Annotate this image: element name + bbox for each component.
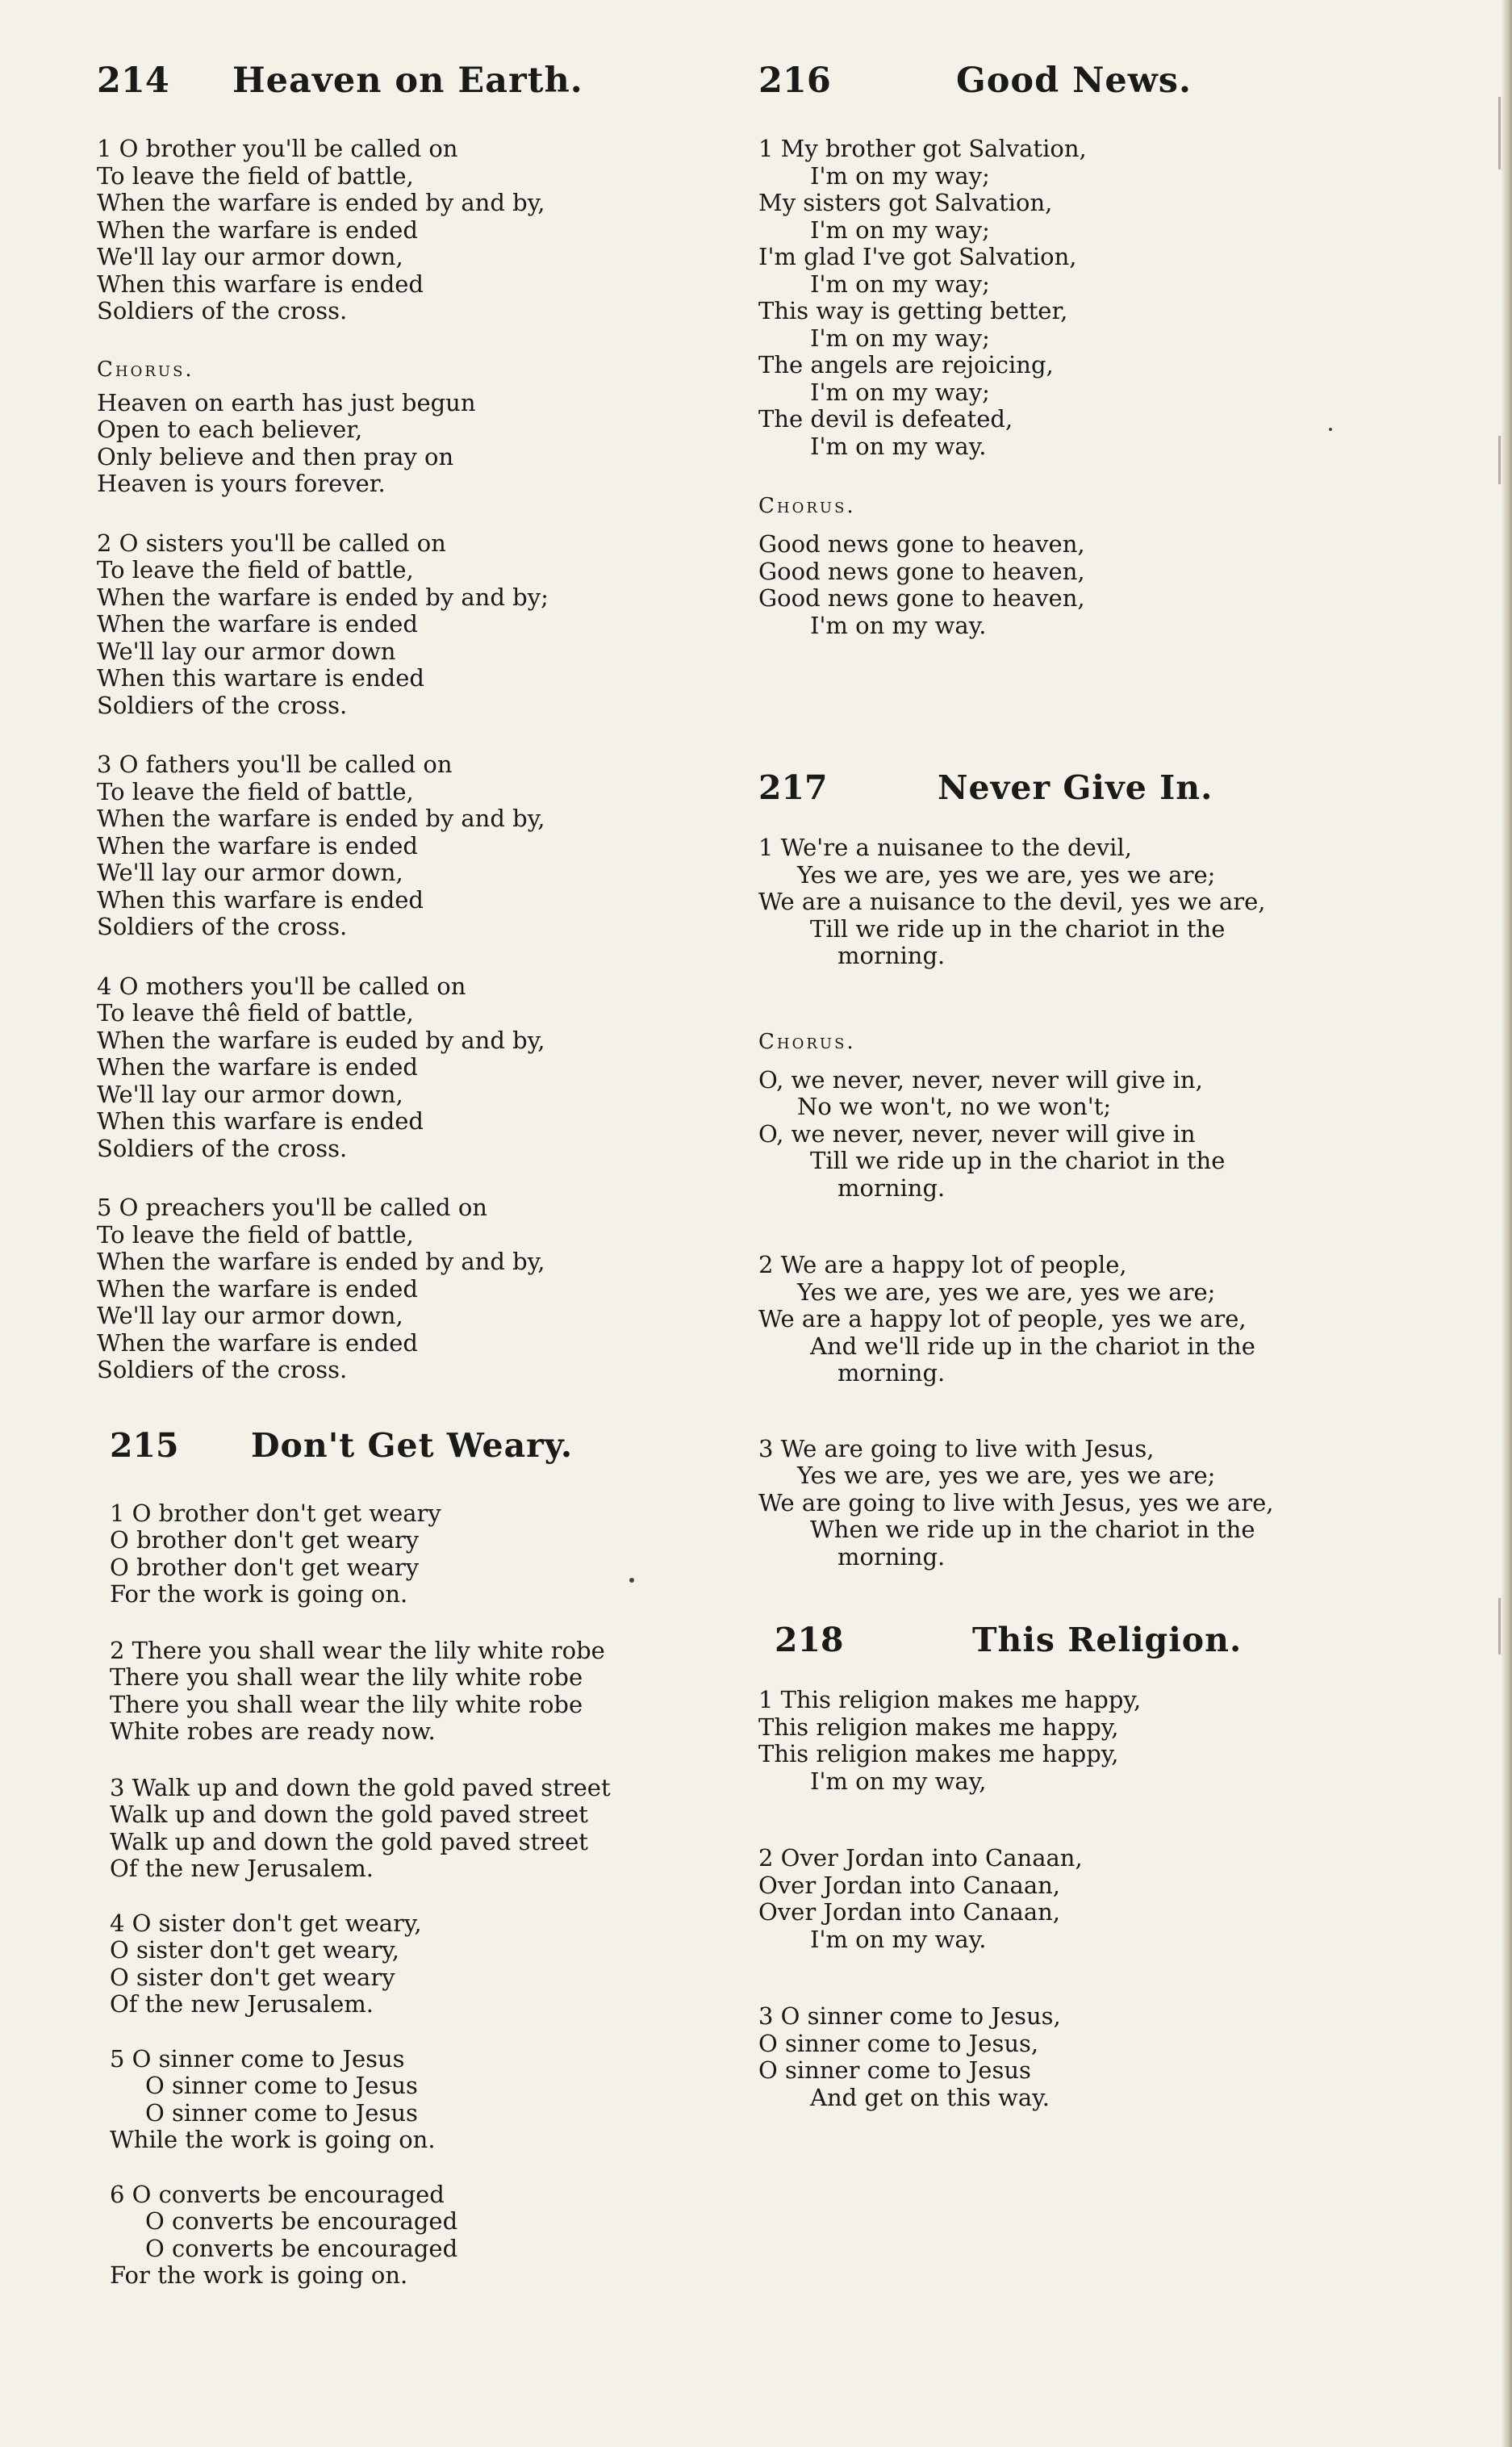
hymn-217-verse-1 [758,834,1460,970]
verse-line: When the warfare is ended [97,1274,418,1303]
hymn-title: Heaven on Earth. [232,61,583,101]
verse-line: White robes are ready now. [110,1717,436,1745]
verse-line: 3 O fathers you'll be called on [97,751,453,778]
verse-line: morning. [837,1359,946,1387]
hymn-title: Good News. [956,61,1192,101]
verse-line: To leave the field of battle, [97,161,414,190]
verse-line: We'll lay our armor down [97,637,396,665]
chorus-line: Good news gone to heaven, [758,557,1085,585]
chorus-line: O, we never, never, never will give in [758,1119,1196,1148]
verse-line: O sister don't get weary, [110,1936,399,1964]
verse-line: The angels are rejoicing, [758,351,1054,379]
chorus-line: Good news gone to heaven, [758,584,1085,612]
verse-line: The devil is defeated, [758,405,1013,433]
verse-line: When the warfare is ended by and by; [97,583,549,611]
hymn-218-verse-1 [758,1687,1460,1795]
verse-line: 4 O mothers you'll be called on [97,972,466,1000]
hymn-216-header [758,56,1460,105]
hymn-214-verse-1 [97,136,758,325]
verse-line: There you shall wear the lily white robe [110,1690,583,1718]
verse-line: 2 We are a happy lot of people, [758,1251,1127,1278]
chorus-label: Chorus. [97,357,194,382]
verse-line: O sinner come to Jesus, [758,2029,1039,2057]
verse-line: When the warfare is ended by and by, [97,1248,545,1275]
hymn-217-chorus [758,1067,1460,1203]
verse-line: I'm on my way; [810,161,990,190]
verse-line: 2 O sisters you'll be called on [97,529,446,557]
verse-line: Yes we are, yes we are, yes we are; [797,1278,1216,1306]
verse-line: Soldiers of the cross. [97,691,348,719]
verse-line: I'm on my way; [810,324,990,352]
hymn-214-verse-4 [97,973,758,1163]
hymn-218-verse-3 [758,2003,1460,2111]
verse-line: O sinner come to Jesus [758,2056,1031,2084]
verse-line: Walk up and down the gold paved street [110,1801,588,1828]
verse-line: I'm on my way; [810,378,990,406]
hymn-218-verse-2 [758,1845,1460,1953]
page-edge-mark [1498,1598,1501,1654]
verse-line: morning. [837,1542,946,1571]
hymn-214-verse-5 [97,1194,758,1384]
verse-line: When this wartare is ended [97,664,424,692]
verse-line: When the warfare is ended [97,1328,418,1357]
hymn-title: Never Give In. [938,768,1213,807]
verse-line: We'll lay our armor down, [97,1080,403,1108]
verse-line: Soldiers of the cross. [97,913,348,940]
chorus-line: O, we never, never, never will give in, [758,1065,1203,1094]
verse-line: We are a nuisance to the devil, yes we are, [758,888,1266,915]
page-edge-mark [1498,436,1501,484]
verse-line: I'm on my way; [810,270,990,298]
chorus-line: Only believe and then pray on [97,442,454,471]
hymn-215-verse-1 [97,1500,758,1608]
hymn-214-header [97,56,758,105]
verse-line: 3 O sinner come to Jesus, [758,2002,1061,2030]
verse-line: O sister don't get weary [110,1963,395,1991]
chorus-line: Open to each believer, [97,416,363,443]
verse-line: And get on this way. [810,2083,1050,2111]
verse-line: When the warfare is ended by and by, [97,189,545,216]
hymn-number: 215 [110,1425,179,1465]
verse-line: I'm on my way; [810,215,990,244]
print-speck [1329,428,1332,431]
verse-line: I'm glad I've got Salvation, [758,243,1077,270]
hymn-215-verse-6 [97,2181,758,2290]
hymn-number: 217 [758,768,828,807]
verse-line: This religion makes me happy, [758,1713,1119,1741]
hymn-215-verse-5 [97,2046,758,2154]
verse-line: We'll lay our armor down, [97,243,403,270]
print-speck [629,1578,634,1583]
verse-line: O converts be encouraged [145,2207,458,2235]
verse-line: While the work is going on. [110,2126,436,2153]
verse-line: We'll lay our armor down, [97,859,403,886]
verse-line: Soldiers of the cross. [97,1134,348,1162]
verse-line: To leave the field of battle, [97,1220,414,1249]
verse-line: Soldiers of the cross. [97,297,348,324]
verse-line: This religion makes me happy, [758,1740,1119,1767]
verse-line: 5 O sinner come to Jesus [110,2044,405,2073]
verse-line: When this warfare is ended [97,1107,424,1135]
verse-line: O brother don't get weary [110,1526,420,1554]
verse-line: 5 O preachers you'll be called on [97,1194,487,1221]
hymn-215-verse-3 [97,1775,758,1883]
verse-line: Soldiers of the cross. [97,1356,348,1383]
verse-line: This way is getting better, [758,297,1068,324]
verse-line: To leave the field of battle, [97,556,414,584]
chorus-label: Chorus. [758,494,856,518]
hymn-214-verse-2 [97,530,758,720]
verse-line: To leave the field of battle, [97,777,414,805]
verse-line: For the work is going on. [110,2261,408,2289]
verse-line: 4 O sister don't get weary, [110,1909,422,1937]
verse-line: When the warfare is euded by and by, [97,1026,545,1054]
verse-line: We'll lay our armor down, [97,1302,403,1329]
verse-line: 3 We are going to live with Jesus, [758,1434,1155,1462]
hymn-215-verse-2 [97,1638,758,1746]
verse-line: Of the new Jerusalem. [110,1855,374,1882]
chorus-line: Good news gone to heaven, [758,530,1085,558]
hymn-number: 214 [97,61,169,101]
verse-line: 6 O converts be encouraged [110,2180,445,2208]
verse-line: When the warfare is ended by and by, [97,805,545,832]
verse-line: I'm on my way, [810,1767,987,1795]
verse-line: Yes we are, yes we are, yes we are; [797,860,1216,889]
hymn-218-header [758,1616,1460,1664]
verse-line: 2 Over Jordan into Canaan, [758,1844,1083,1872]
verse-line: O brother don't get weary [110,1553,420,1581]
hymn-title: Don't Get Weary. [251,1425,574,1465]
verse-line: When this warfare is ended [97,270,424,298]
hymn-number: 218 [775,1621,844,1659]
left-column [97,56,758,2290]
chorus-line: No we won't, no we won't; [797,1093,1112,1120]
chorus-line: Heaven is yours forever. [97,470,386,497]
verse-line: For the work is going on. [110,1580,408,1608]
verse-line: And we'll ride up in the chariot in the [810,1332,1255,1360]
verse-line: We are a happy lot of people, yes we are, [758,1305,1247,1332]
verse-line: To leave thê field of battle, [97,999,414,1027]
page-edge [1501,0,1512,2447]
hymn-216-verse-1 [758,136,1460,460]
verse-line: 1 We're a nuisanee to the devil, [758,834,1132,861]
verse-line: We are going to live with Jesus, yes we are, [758,1488,1274,1516]
verse-line: I'm on my way. [810,1925,987,1953]
hymn-217-verse-3 [758,1436,1460,1571]
verse-line: 3 Walk up and down the gold paved street [110,1773,611,1801]
right-column [758,56,1460,2111]
verse-line: Over Jordan into Canaan, [758,1898,1061,1926]
verse-line: Walk up and down the gold paved street [110,1827,588,1855]
page-edge-mark [1498,97,1501,169]
chorus-line: Heaven on earth has just begun [97,388,476,416]
verse-line: When the warfare is ended [97,831,418,860]
verse-line: 1 This religion makes me happy, [758,1686,1142,1713]
verse-line: O sinner come to Jesus [145,2098,418,2127]
hymn-217-verse-2 [758,1252,1460,1387]
verse-line: There you shall wear the lily white robe [110,1663,583,1691]
verse-line: O converts be encouraged [145,2234,458,2262]
verse-line: morning. [837,942,946,969]
verse-line: 2 There you shall wear the lily white robe [110,1636,605,1664]
chorus-label: Chorus. [758,1029,856,1054]
verse-line: When the warfare is ended [97,610,418,638]
hymn-215-verse-4 [97,1910,758,2018]
chorus-line: I'm on my way. [810,611,987,639]
verse-line: 1 O brother don't get weary [110,1499,441,1527]
verse-line: Of the new Jerusalem. [110,1990,374,2018]
verse-line: When this warfare is ended [97,885,424,914]
verse-line: I'm on my way. [810,432,987,460]
verse-line: Yes we are, yes we are, yes we are; [797,1462,1216,1489]
verse-line: When the warfare is ended [97,215,418,244]
hymn-number: 216 [758,61,831,101]
verse-line: O sinner come to Jesus [145,2072,418,2099]
chorus-line: Till we ride up in the chariot in the [810,1147,1226,1174]
hymn-216-chorus [758,531,1460,639]
verse-line: Till we ride up in the chariot in the [810,914,1226,943]
hymn-217-header [758,763,1460,812]
hymn-214-verse-3 [97,751,758,941]
verse-line: When the warfare is ended [97,1053,418,1081]
verse-line: My sisters got Salvation, [758,189,1053,216]
verse-line: Over Jordan into Canaan, [758,1871,1061,1899]
hymn-214-chorus [97,390,758,498]
hymn-title: This Religion. [972,1621,1243,1659]
hymn-215-header [97,1421,758,1470]
chorus-line: morning. [837,1173,946,1202]
verse-line: 1 O brother you'll be called on [97,135,458,162]
verse-line: 1 My brother got Salvation, [758,135,1087,162]
verse-line: When we ride up in the chariot in the [810,1516,1255,1543]
